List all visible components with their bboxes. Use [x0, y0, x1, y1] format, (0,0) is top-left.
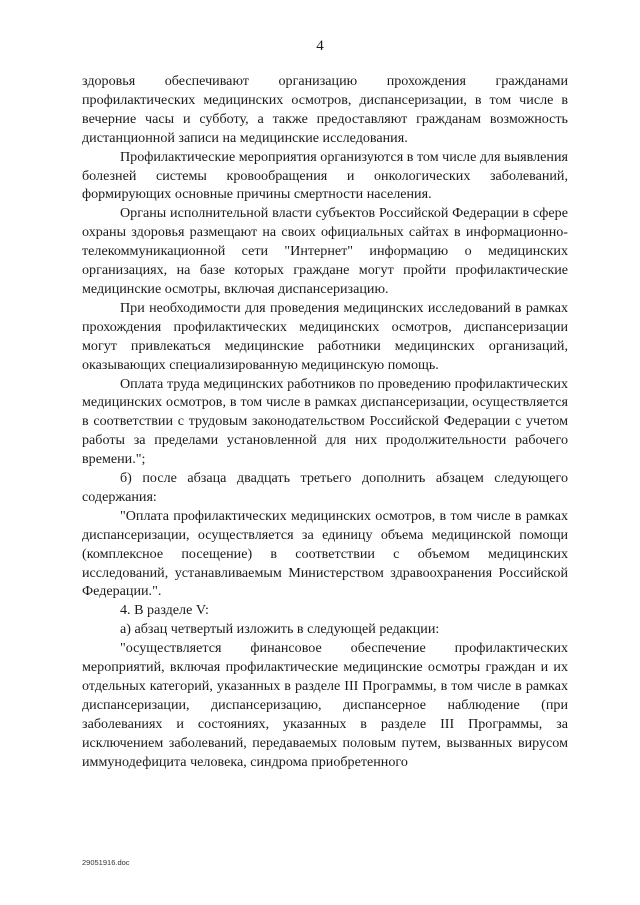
paragraph-1: здоровья обеспечивают организацию прохождения гражданами профилактических медицинских осмотров, диспансеризации, в том числе в вечерние часы и субботу, а также предоставляют гражданам возможность дистанционной записи на медицинские исследования. — [82, 73, 568, 146]
document-body — [82, 72, 568, 772]
file-name-footer: 29051916.doc — [82, 858, 130, 867]
paragraph-7: "Оплата профилактических медицинских осмотров, в том числе в рамках диспансеризации, осуществляется за единицу объема медицинской помощи (комплексное посещение) в соответствии с объемом медицинских исследований, устанавливаемым Министерством здравоохранения Российской Федерации.". — [82, 507, 568, 600]
paragraph-2: Профилактические мероприятия организуются в том числе для выявления болезней системы кровообращения и онкологических заболеваний, формирующих основные причины смертности населения. — [82, 148, 568, 203]
paragraph-4: При необходимости для проведения медицинских исследований в рамках прохождения профилактических медицинских осмотров, диспансеризации могут привлекаться медицинские работники медицинских организаций, оказывающих специализированную медицинскую помощь. — [82, 299, 568, 373]
page-number: 4 — [316, 38, 324, 54]
paragraph-6: б) после абзаца двадцать третьего дополнить абзацем следующего содержания: — [82, 470, 568, 505]
paragraph-8: 4. В разделе V: — [120, 602, 209, 619]
paragraph-3: Органы исполнительной власти субъектов Российской Федерации в сфере охраны здоровья размещают на своих официальных сайтах в информационно-телекоммуникационной сети "Интернет" информацию о медицинских организациях, на базе которых граждане могут пройти профилактические медицинские осмотры, включая диспансеризацию. — [82, 205, 568, 297]
paragraph-9: а) абзац четвертый изложить в следующей редакции: — [120, 621, 440, 638]
paragraph-10: "осуществляется финансовое обеспечение профилактических мероприятий, включая профилактические медицинские осмотры граждан и их отдельных категорий, указанных в разделе III Программы, в том числе в рамках диспансеризации, диспансеризацию, диспансерное наблюдение (при заболеваниях и состояниях, указанных в разделе III Программы, за исключением заболеваний, передаваемых половым путем, вызванных вирусом иммунодефицита человека, синдрома приобретенного — [82, 640, 568, 770]
paragraph-5: Оплата труда медицинских работников по проведению профилактических медицинских осмотров, в том числе в рамках диспансеризации, осуществляется в соответствии с трудовым законодательством Российской Федерации с учетом работы за пределами установленной для них продолжительности рабочего времени."; — [82, 375, 568, 468]
